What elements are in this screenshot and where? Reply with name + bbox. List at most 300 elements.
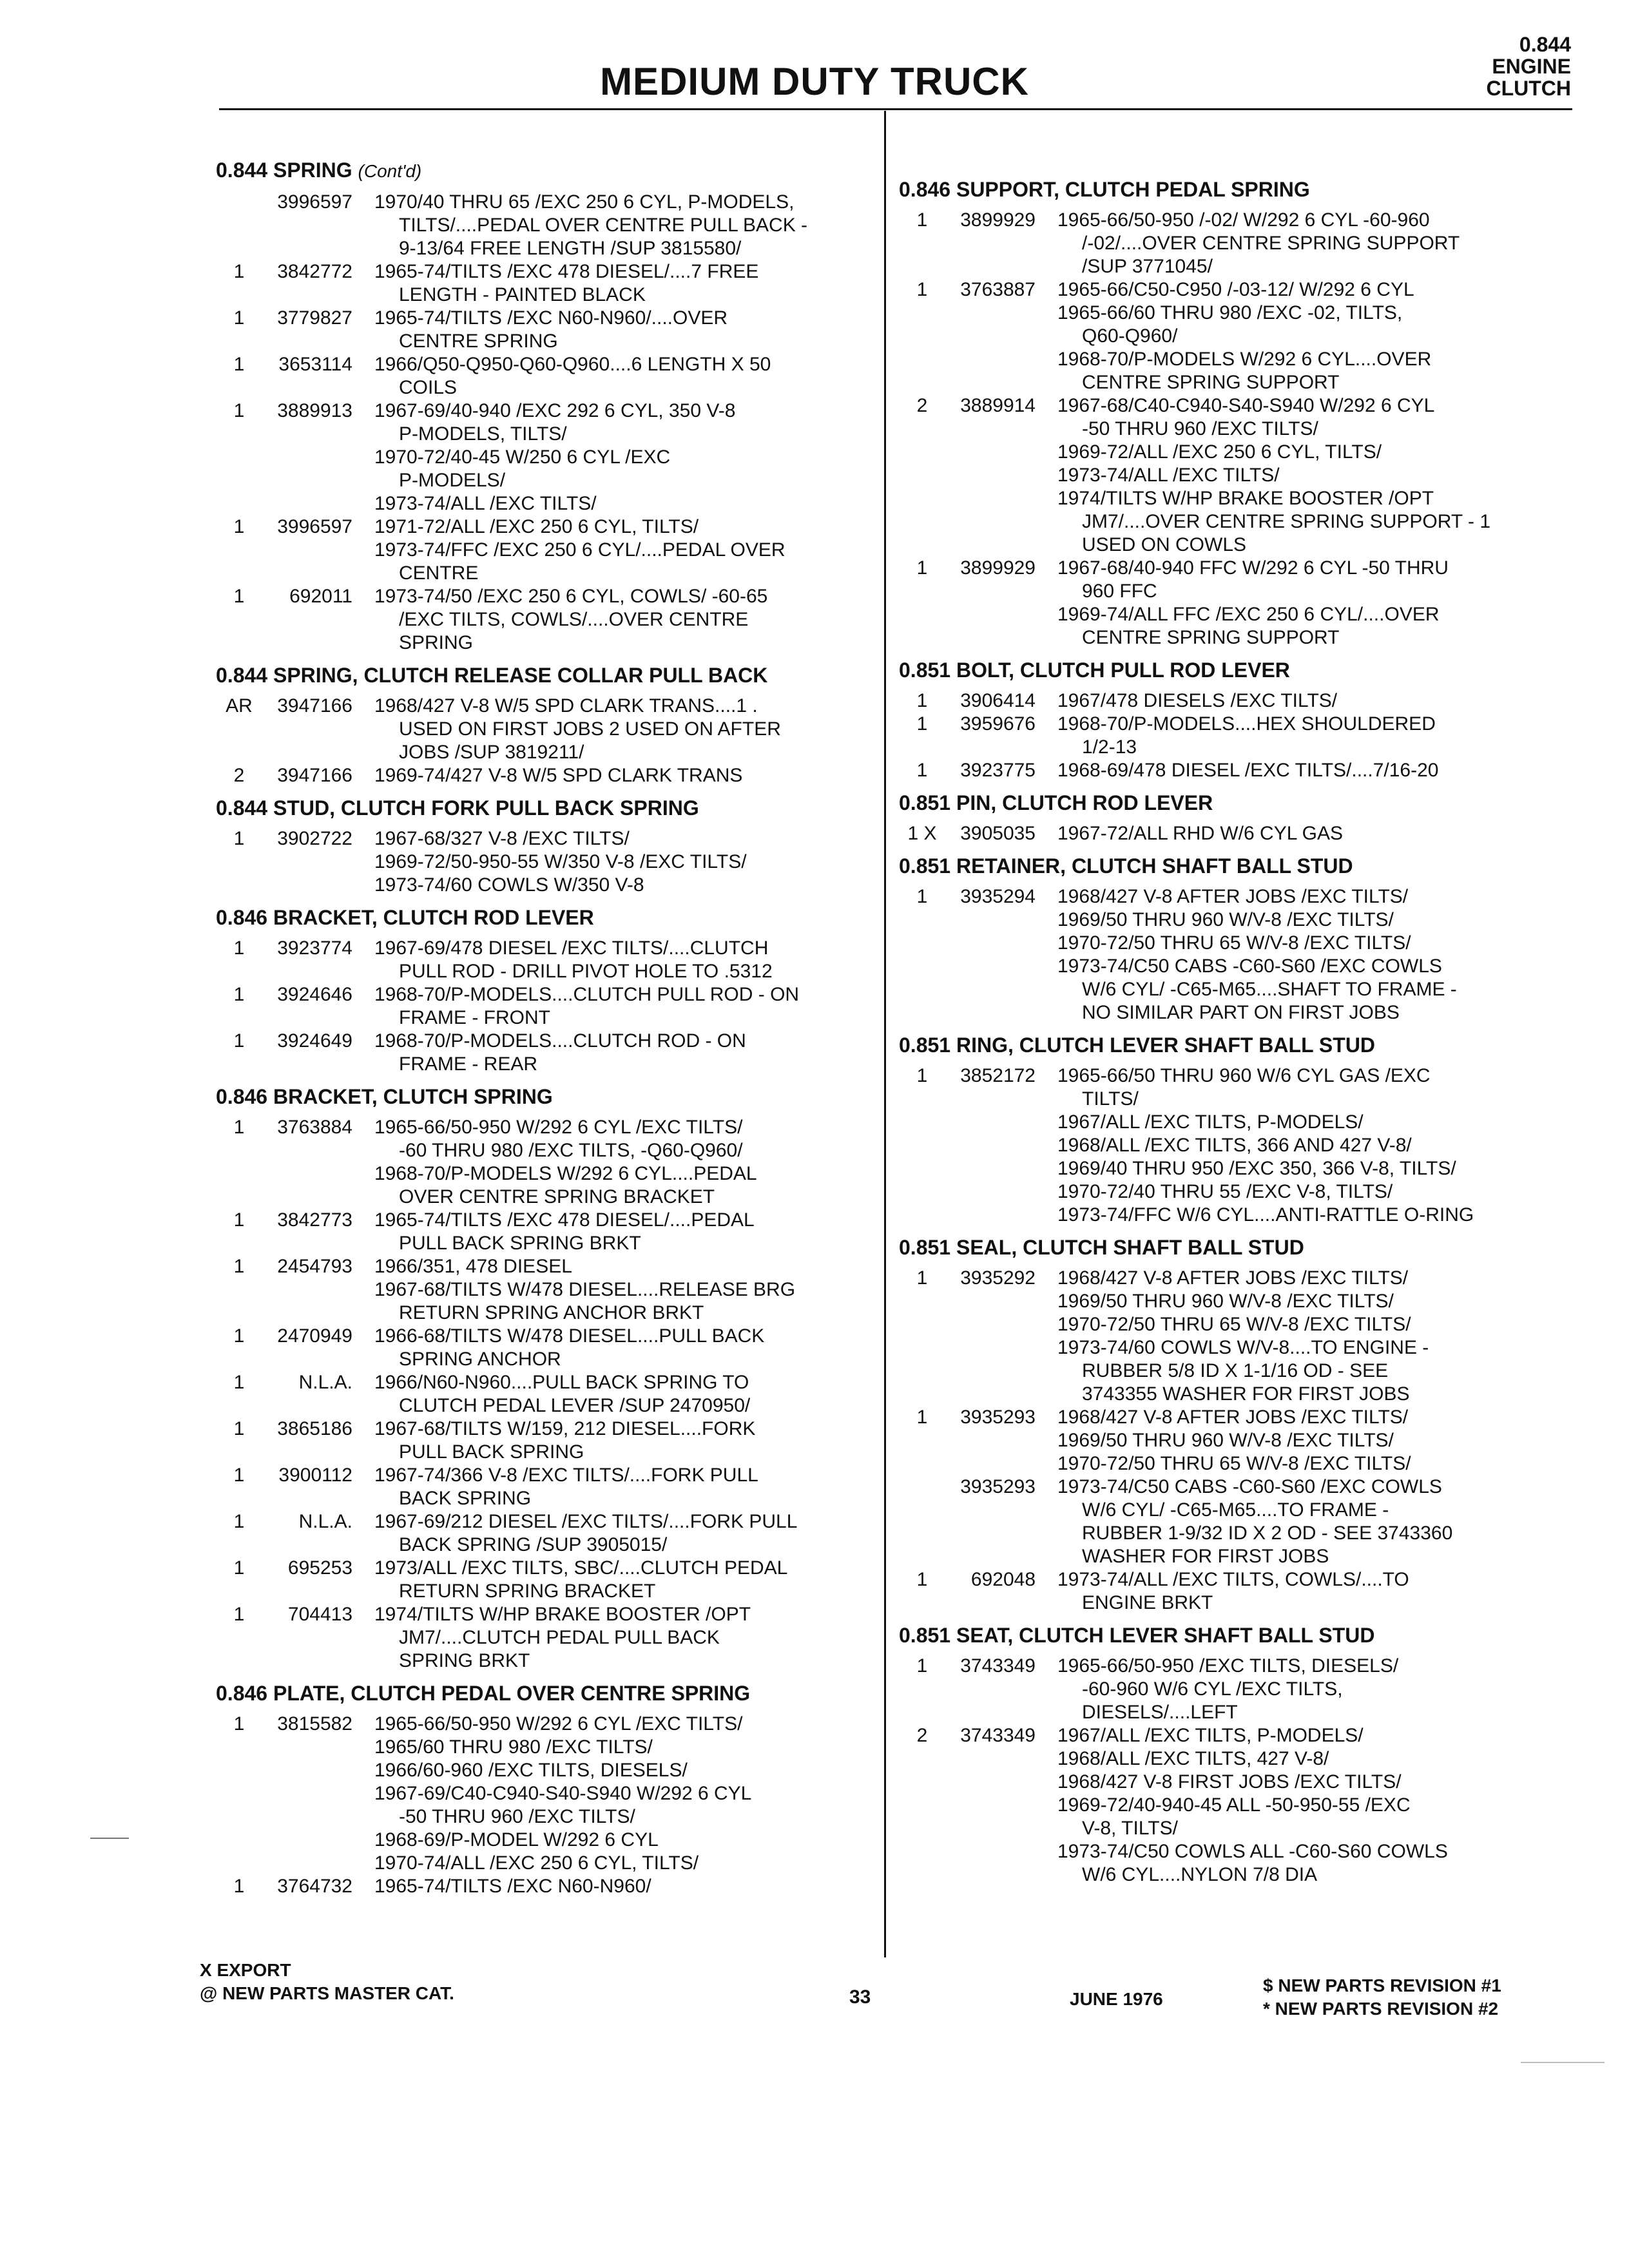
- part-number: 3852172: [960, 1065, 1036, 1086]
- application-line: 1966/N60-N960....PULL BACK SPRING TO: [374, 1372, 749, 1393]
- part-entry: [899, 1267, 1563, 1406]
- application-line: CENTRE SPRING SUPPORT: [1082, 627, 1340, 648]
- application-line: 1973-74/60 COWLS W/350 V-8: [374, 874, 644, 896]
- application-line: 1968-70/P-MODELS W/292 6 CYL....OVER: [1057, 349, 1432, 370]
- application-line: V-8, TILTS/: [1082, 1818, 1178, 1839]
- application-line: COILS: [399, 377, 458, 398]
- part-number: 3906414: [960, 690, 1036, 711]
- part-quantity: 1: [233, 937, 245, 959]
- part-number: 3959676: [960, 713, 1036, 735]
- application-line: 1967-68/TILTS W/159, 212 DIESEL....FORK: [374, 1418, 756, 1439]
- part-quantity: 1: [916, 1267, 928, 1289]
- section-number: 0.851: [899, 854, 951, 878]
- part-application: [1057, 759, 1563, 782]
- section-heading: [216, 796, 873, 820]
- application-line: 1966/60-960 /EXC TILTS, DIESELS/: [374, 1760, 688, 1781]
- section-name: SPRING: [273, 159, 352, 182]
- application-line: 1965-74/TILTS /EXC N60-N960/: [374, 1876, 651, 1897]
- part-application: [374, 1371, 873, 1418]
- part-quantity: 1: [233, 1372, 245, 1393]
- part-quantity: 1: [916, 1065, 928, 1086]
- part-entry: [216, 1603, 873, 1673]
- part-number: 3889913: [277, 400, 352, 421]
- part-application: [374, 1510, 873, 1557]
- part-application: [374, 1557, 873, 1603]
- part-number: 3815582: [277, 1713, 352, 1735]
- part-entry: [216, 1255, 873, 1325]
- application-line: 1968/427 V-8 AFTER JOBS /EXC TILTS/: [1057, 886, 1409, 907]
- application-line: 1973-74/ALL /EXC TILTS/: [374, 493, 597, 514]
- part-number: 3899929: [960, 557, 1036, 579]
- application-line: 1965-66/50 THRU 960 W/6 CYL GAS /EXC: [1057, 1065, 1431, 1086]
- part-application: [374, 515, 873, 585]
- application-line: P-MODELS/: [399, 470, 506, 491]
- part-application: [374, 983, 873, 1030]
- part-number: 3996597: [277, 516, 352, 537]
- application-line: 1965/60 THRU 980 /EXC TILTS/: [374, 1736, 653, 1758]
- part-number: 3653114: [278, 354, 352, 375]
- application-line: 1967-74/366 V-8 /EXC TILTS/....FORK PULL: [374, 1465, 758, 1486]
- application-line: 1969-74/427 V-8 W/5 SPD CLARK TRANS: [374, 765, 743, 786]
- part-entry: [899, 278, 1563, 394]
- application-line: 1967/ALL /EXC TILTS, P-MODELS/: [1057, 1725, 1364, 1746]
- part-quantity: 1: [233, 1418, 245, 1439]
- part-number: 3764732: [277, 1876, 352, 1897]
- application-line: 1971-72/ALL /EXC 250 6 CYL, TILTS/: [374, 516, 699, 537]
- part-quantity: 1: [233, 1557, 245, 1579]
- part-number: 3935293: [960, 1476, 1036, 1497]
- section-heading: [899, 1236, 1563, 1259]
- section-number: 0.844: [216, 664, 268, 687]
- application-line: 1966/351, 478 DIESEL: [374, 1256, 572, 1277]
- section-number: 0.851: [899, 791, 951, 814]
- part-quantity: 1: [233, 1030, 245, 1052]
- part-quantity: 1: [916, 690, 928, 711]
- part-entry: [216, 1030, 873, 1076]
- application-line: RUBBER 1-9/32 ID X 2 OD - SEE 3743360: [1082, 1523, 1453, 1544]
- application-line: 1968/427 V-8 AFTER JOBS /EXC TILTS/: [1057, 1407, 1409, 1428]
- part-entry: [216, 307, 873, 353]
- application-line: 1967-69/40-940 /EXC 292 6 CYL, 350 V-8: [374, 400, 736, 421]
- application-line: 1969-74/ALL FFC /EXC 250 6 CYL/....OVER: [1057, 604, 1440, 625]
- application-line: 1968-70/P-MODELS....HEX SHOULDERED: [1057, 713, 1436, 735]
- part-application: [1057, 394, 1563, 557]
- application-line: P-MODELS, TILTS/: [399, 423, 567, 445]
- part-application: [374, 1255, 873, 1325]
- application-line: 1973-74/ALL /EXC TILTS/: [1057, 465, 1280, 486]
- application-line: 1970-72/50 THRU 65 W/V-8 /EXC TILTS/: [1057, 1453, 1411, 1474]
- application-line: SPRING ANCHOR: [399, 1349, 561, 1370]
- footer-legend: [200, 1959, 454, 2005]
- part-quantity: 2: [916, 1725, 928, 1746]
- application-line: 1969-72/ALL /EXC 250 6 CYL, TILTS/: [1057, 441, 1382, 463]
- application-line: 1967-72/ALL RHD W/6 CYL GAS: [1057, 823, 1343, 844]
- part-quantity: 1 X: [907, 823, 937, 844]
- part-quantity: AR: [226, 695, 253, 716]
- application-line: 1967-69/478 DIESEL /EXC TILTS/....CLUTCH: [374, 937, 769, 959]
- application-line: 1973-74/FFC W/6 CYL....ANTI-RATTLE O-RING: [1057, 1204, 1474, 1225]
- application-line: 1969-72/40-940-45 ALL -50-950-55 /EXC: [1057, 1794, 1411, 1816]
- part-entry: [899, 1568, 1563, 1615]
- part-entry: [216, 260, 873, 307]
- part-application: [374, 191, 873, 260]
- section-subgroup: CLUTCH: [1486, 77, 1571, 100]
- part-quantity: 1: [233, 828, 245, 849]
- part-entry: [216, 353, 873, 399]
- part-quantity: 1: [233, 354, 245, 375]
- part-entry: [899, 1655, 1563, 1724]
- application-line: CENTRE SPRING SUPPORT: [1082, 372, 1340, 393]
- application-line: 1968/ALL /EXC TILTS, 427 V-8/: [1057, 1748, 1329, 1769]
- part-number: 3763884: [277, 1117, 352, 1138]
- application-line: 1973-74/C50 CABS -C60-S60 /EXC COWLS: [1057, 1476, 1442, 1497]
- part-application: [1057, 713, 1563, 759]
- part-quantity: 1: [916, 557, 928, 579]
- part-application: [1057, 885, 1563, 1024]
- application-line: JOBS /SUP 3819211/: [399, 742, 584, 763]
- part-entry: [216, 515, 873, 585]
- publication-date: JUNE 1976: [1070, 1989, 1163, 2009]
- section-heading: [216, 159, 873, 183]
- part-entry: [899, 885, 1563, 1024]
- part-number: 695253: [287, 1557, 352, 1579]
- part-number: 3924649: [277, 1030, 352, 1052]
- application-line: Q60-Q960/: [1082, 325, 1178, 347]
- section-code-block: [1486, 34, 1571, 99]
- section-heading: [216, 1682, 873, 1705]
- application-line: 1968-70/P-MODELS....CLUTCH PULL ROD - ON: [374, 984, 800, 1005]
- application-line: PULL ROD - DRILL PIVOT HOLE TO .5312: [399, 961, 773, 982]
- part-entry: [899, 689, 1563, 713]
- application-line: 1966/Q50-Q950-Q60-Q960....6 LENGTH X 50: [374, 354, 771, 375]
- application-line: BACK SPRING /SUP 3905015/: [399, 1534, 668, 1555]
- part-quantity: 1: [233, 1117, 245, 1138]
- application-line: 1/2-13: [1082, 736, 1137, 758]
- part-entry: [899, 209, 1563, 278]
- application-line: 1965-66/50-950 W/292 6 CYL /EXC TILTS/: [374, 1117, 743, 1138]
- application-line: 1965-66/C50-C950 /-03-12/ W/292 6 CYL: [1057, 279, 1414, 300]
- part-application: [374, 695, 873, 764]
- section-code: 0.844: [1519, 33, 1571, 56]
- part-entry: [899, 822, 1563, 845]
- part-number: 692048: [970, 1569, 1036, 1590]
- application-line: 1967/478 DIESELS /EXC TILTS/: [1057, 690, 1338, 711]
- part-quantity: 1: [916, 760, 928, 781]
- part-number: 3743349: [960, 1725, 1036, 1746]
- part-application: [374, 1325, 873, 1371]
- part-entry: [216, 827, 873, 897]
- part-application: [374, 260, 873, 307]
- part-entry: [216, 983, 873, 1030]
- application-line: 1968-70/P-MODELS....CLUTCH ROD - ON: [374, 1030, 746, 1052]
- part-entry: [216, 764, 873, 787]
- part-quantity: 1: [233, 516, 245, 537]
- part-number: 3763887: [960, 279, 1036, 300]
- part-application: [1057, 1267, 1563, 1406]
- legend-export: X EXPORT: [200, 1960, 291, 1980]
- part-number: 3743349: [960, 1655, 1036, 1677]
- part-application: [1057, 1655, 1563, 1724]
- part-number: 3923774: [277, 937, 352, 959]
- part-entry: [216, 1116, 873, 1209]
- application-line: 1967-69/C40-C940-S40-S940 W/292 6 CYL: [374, 1783, 752, 1804]
- application-line: 9-13/64 FREE LENGTH /SUP 3815580/: [399, 238, 742, 259]
- application-line: USED ON FIRST JOBS 2 USED ON AFTER: [399, 718, 781, 740]
- part-quantity: 1: [233, 1713, 245, 1735]
- section-name: SEAT, CLUTCH LEVER SHAFT BALL STUD: [956, 1624, 1375, 1647]
- application-line: /EXC TILTS, COWLS/....OVER CENTRE: [399, 609, 749, 630]
- part-quantity: 1: [233, 1511, 245, 1532]
- part-application: [374, 764, 873, 787]
- page-number: 33: [849, 1986, 871, 2008]
- page-title: MEDIUM DUTY TRUCK: [600, 60, 1029, 103]
- application-line: -60-960 W/6 CYL /EXC TILTS,: [1082, 1678, 1343, 1700]
- section-heading: [216, 906, 873, 929]
- part-entry: [899, 713, 1563, 759]
- section-number: 0.846: [899, 178, 951, 201]
- part-number: 3899929: [960, 209, 1036, 231]
- part-quantity: 1: [916, 1569, 928, 1590]
- application-line: RETURN SPRING ANCHOR BRKT: [399, 1302, 704, 1323]
- part-number: 3900112: [278, 1465, 352, 1486]
- application-line: 1970-72/40-45 W/250 6 CYL /EXC: [374, 447, 671, 468]
- part-quantity: 1: [233, 400, 245, 421]
- application-line: 1973-74/C50 CABS -C60-S60 /EXC COWLS: [1057, 956, 1442, 977]
- application-line: CENTRE: [399, 562, 479, 584]
- application-line: USED ON COWLS: [1082, 534, 1247, 555]
- part-quantity: 1: [233, 307, 245, 329]
- part-number: 3865186: [277, 1418, 352, 1439]
- part-application: [1057, 278, 1563, 394]
- application-line: OVER CENTRE SPRING BRACKET: [399, 1186, 715, 1207]
- section-number: 0.846: [216, 906, 268, 929]
- margin-mark: [90, 1838, 129, 1839]
- part-entry: [899, 557, 1563, 649]
- application-line: PULL BACK SPRING BRKT: [399, 1233, 641, 1254]
- application-line: /-02/....OVER CENTRE SPRING SUPPORT: [1082, 233, 1460, 254]
- part-application: [374, 1030, 873, 1076]
- application-line: CENTRE SPRING: [399, 331, 558, 352]
- part-number: 692011: [289, 586, 352, 607]
- application-line: SPRING BRKT: [399, 1650, 530, 1671]
- part-entry: [216, 695, 873, 764]
- part-entry: [216, 1510, 873, 1557]
- part-number: 704413: [287, 1604, 352, 1625]
- part-quantity: 1: [233, 1209, 245, 1231]
- legend-new-parts: @ NEW PARTS MASTER CAT.: [200, 1983, 454, 2003]
- part-entry: [216, 1418, 873, 1464]
- application-line: CLUTCH PEDAL LEVER /SUP 2470950/: [399, 1395, 751, 1416]
- part-entry: [899, 394, 1563, 557]
- application-line: 960 FFC: [1082, 581, 1157, 602]
- section-heading: [216, 1085, 873, 1108]
- part-number: 3935292: [960, 1267, 1036, 1289]
- part-number: 2454793: [277, 1256, 352, 1277]
- section-heading: [899, 1033, 1563, 1057]
- application-line: 1973-74/50 /EXC 250 6 CYL, COWLS/ -60-65: [374, 586, 768, 607]
- part-number: 3935293: [960, 1407, 1036, 1428]
- part-application: [1057, 1724, 1563, 1887]
- part-application: [374, 399, 873, 515]
- application-line: 1967-69/212 DIESEL /EXC TILTS/....FORK PULL: [374, 1511, 798, 1532]
- application-line: FRAME - REAR: [399, 1053, 538, 1075]
- application-line: 1970/40 THRU 65 /EXC 250 6 CYL, P-MODELS,: [374, 191, 795, 213]
- application-line: 1967-68/327 V-8 /EXC TILTS/: [374, 828, 630, 849]
- revision-1: $ NEW PARTS REVISION #1: [1263, 1975, 1501, 1995]
- application-line: /SUP 3771045/: [1082, 256, 1213, 277]
- section-name: RETAINER, CLUTCH SHAFT BALL STUD: [956, 854, 1353, 878]
- part-quantity: 1: [233, 1465, 245, 1486]
- section-name: STUD, CLUTCH FORK PULL BACK SPRING: [273, 796, 699, 820]
- application-line: 1967-68/C40-C940-S40-S940 W/292 6 CYL: [1057, 395, 1435, 416]
- part-number: 3947166: [277, 765, 352, 786]
- part-quantity: 1: [233, 984, 245, 1005]
- application-line: 1968/427 V-8 FIRST JOBS /EXC TILTS/: [1057, 1771, 1402, 1792]
- part-quantity: 1: [916, 1407, 928, 1428]
- part-application: [374, 353, 873, 399]
- part-quantity: 1: [233, 586, 245, 607]
- application-line: 1970-72/40 THRU 55 /EXC V-8, TILTS/: [1057, 1181, 1393, 1202]
- part-quantity: 1: [233, 1325, 245, 1347]
- part-application: [374, 1603, 873, 1673]
- part-application: [1057, 209, 1563, 278]
- part-application: [374, 1464, 873, 1510]
- section-number: 0.851: [899, 658, 951, 682]
- application-line: 1967-68/TILTS W/478 DIESEL....RELEASE BRG: [374, 1279, 796, 1300]
- section-name: SUPPORT, CLUTCH PEDAL SPRING: [956, 178, 1310, 201]
- application-line: BACK SPRING: [399, 1488, 532, 1509]
- section-name: BRACKET, CLUTCH ROD LEVER: [273, 906, 594, 929]
- application-line: SPRING: [399, 632, 474, 653]
- part-application: [374, 1875, 873, 1898]
- part-number: 3935294: [960, 886, 1036, 907]
- section-heading: [899, 854, 1563, 878]
- part-quantity: 1: [233, 1604, 245, 1625]
- part-entry: [899, 759, 1563, 782]
- application-line: -50 THRU 960 /EXC TILTS/: [1082, 418, 1318, 439]
- part-application: [1057, 689, 1563, 713]
- application-line: W/6 CYL/ -C65-M65....TO FRAME -: [1082, 1499, 1389, 1521]
- application-line: 1973-74/60 COWLS W/V-8....TO ENGINE -: [1057, 1337, 1429, 1358]
- section-number: 0.846: [216, 1085, 268, 1108]
- part-number: 3889914: [960, 395, 1036, 416]
- application-line: 1967/ALL /EXC TILTS, P-MODELS/: [1057, 1111, 1364, 1133]
- application-line: 1974/TILTS W/HP BRAKE BOOSTER /OPT: [374, 1604, 751, 1625]
- application-line: WASHER FOR FIRST JOBS: [1082, 1546, 1329, 1567]
- part-number: N.L.A.: [298, 1511, 352, 1532]
- part-entry: [899, 1064, 1563, 1227]
- part-application: [1057, 822, 1563, 845]
- application-line: 1965-66/50-950 W/292 6 CYL /EXC TILTS/: [374, 1713, 743, 1735]
- application-line: LENGTH - PAINTED BLACK: [399, 284, 646, 305]
- part-quantity: 1: [916, 713, 928, 735]
- application-line: 1965-74/TILTS /EXC N60-N960/....OVER: [374, 307, 728, 329]
- section-name: PLATE, CLUTCH PEDAL OVER CENTRE SPRING: [273, 1682, 751, 1705]
- application-line: 1969/50 THRU 960 W/V-8 /EXC TILTS/: [1057, 1430, 1394, 1451]
- application-line: 1970-72/50 THRU 65 W/V-8 /EXC TILTS/: [1057, 1314, 1411, 1335]
- application-line: -60 THRU 980 /EXC TILTS, -Q60-Q960/: [399, 1140, 743, 1161]
- part-number: 3779827: [277, 307, 352, 329]
- application-line: RUBBER 5/8 ID X 1-1/16 OD - SEE: [1082, 1360, 1389, 1381]
- application-line: 1965-66/60 THRU 980 /EXC -02, TILTS,: [1057, 302, 1403, 323]
- part-quantity: 1: [916, 1655, 928, 1677]
- application-line: 1968/427 V-8 AFTER JOBS /EXC TILTS/: [1057, 1267, 1409, 1289]
- part-application: [374, 1713, 873, 1875]
- section-heading: [899, 791, 1563, 814]
- application-line: PULL BACK SPRING: [399, 1441, 584, 1463]
- header-rule: [219, 108, 1572, 110]
- application-line: DIESELS/....LEFT: [1082, 1702, 1238, 1723]
- section-name: RING, CLUTCH LEVER SHAFT BALL STUD: [956, 1033, 1376, 1057]
- section-name: BRACKET, CLUTCH SPRING: [273, 1085, 553, 1108]
- application-line: 1965-66/50-950 /EXC TILTS, DIESELS/: [1057, 1655, 1399, 1677]
- part-number: 3924646: [277, 984, 352, 1005]
- part-entry: [216, 1557, 873, 1603]
- application-line: 1973-74/FFC /EXC 250 6 CYL/....PEDAL OVER: [374, 539, 786, 561]
- application-line: JM7/....OVER CENTRE SPRING SUPPORT - 1: [1082, 511, 1491, 532]
- section-continued: (Cont'd): [358, 161, 422, 181]
- part-application: [374, 827, 873, 897]
- application-line: 1968/ALL /EXC TILTS, 366 AND 427 V-8/: [1057, 1135, 1412, 1156]
- application-line: 1969/50 THRU 960 W/V-8 /EXC TILTS/: [1057, 1291, 1394, 1312]
- application-line: 1973-74/ALL /EXC TILTS, COWLS/....TO: [1057, 1569, 1409, 1590]
- part-application: [374, 585, 873, 655]
- application-line: 1970-74/ALL /EXC 250 6 CYL, TILTS/: [374, 1852, 699, 1874]
- application-line: 1970-72/50 THRU 65 W/V-8 /EXC TILTS/: [1057, 932, 1411, 954]
- part-number: 3902722: [277, 828, 352, 849]
- section-heading: [216, 664, 873, 687]
- section-number: 0.851: [899, 1236, 951, 1259]
- part-number: 3905035: [960, 823, 1036, 844]
- section-number: 0.844: [216, 159, 268, 182]
- application-line: 1968-69/478 DIESEL /EXC TILTS/....7/16-20: [1057, 760, 1439, 781]
- part-number: 3923775: [960, 760, 1036, 781]
- part-entry: [899, 1475, 1563, 1568]
- part-quantity: 1: [233, 261, 245, 282]
- application-line: 1968/427 V-8 W/5 SPD CLARK TRANS....1 .: [374, 695, 758, 716]
- section-name: BOLT, CLUTCH PULL ROD LEVER: [956, 658, 1290, 682]
- part-quantity: 2: [233, 765, 245, 786]
- application-line: 1968-70/P-MODELS W/292 6 CYL....PEDAL: [374, 1163, 757, 1184]
- section-name: PIN, CLUTCH ROD LEVER: [956, 791, 1213, 814]
- section-number: 0.844: [216, 796, 268, 820]
- application-line: 1967-68/40-940 FFC W/292 6 CYL -50 THRU: [1057, 557, 1449, 579]
- part-number: 3842773: [277, 1209, 352, 1231]
- application-line: 1974/TILTS W/HP BRAKE BOOSTER /OPT: [1057, 488, 1434, 509]
- part-number: 3842772: [277, 261, 352, 282]
- application-line: 1965-66/50-950 /-02/ W/292 6 CYL -60-960: [1057, 209, 1430, 231]
- application-line: 1965-74/TILTS /EXC 478 DIESEL/....7 FREE: [374, 261, 759, 282]
- part-application: [1057, 1475, 1563, 1568]
- part-application: [374, 1418, 873, 1464]
- left-column: [216, 149, 873, 1898]
- part-application: [374, 1209, 873, 1255]
- section-number: 0.851: [899, 1033, 951, 1057]
- part-entry: [216, 937, 873, 983]
- application-line: 3743355 WASHER FOR FIRST JOBS: [1082, 1383, 1410, 1405]
- section-number: 0.851: [899, 1624, 951, 1647]
- part-entry: [216, 1371, 873, 1418]
- part-application: [1057, 1406, 1563, 1475]
- part-quantity: 1: [916, 279, 928, 300]
- part-quantity: 1: [916, 886, 928, 907]
- revision-legend: [1263, 1974, 1501, 2021]
- application-line: JM7/....CLUTCH PEDAL PULL BACK: [399, 1627, 720, 1648]
- application-line: 1973/ALL /EXC TILTS, SBC/....CLUTCH PEDAL: [374, 1557, 788, 1579]
- part-application: [374, 937, 873, 983]
- part-entry: [899, 1724, 1563, 1887]
- section-heading: [899, 658, 1563, 682]
